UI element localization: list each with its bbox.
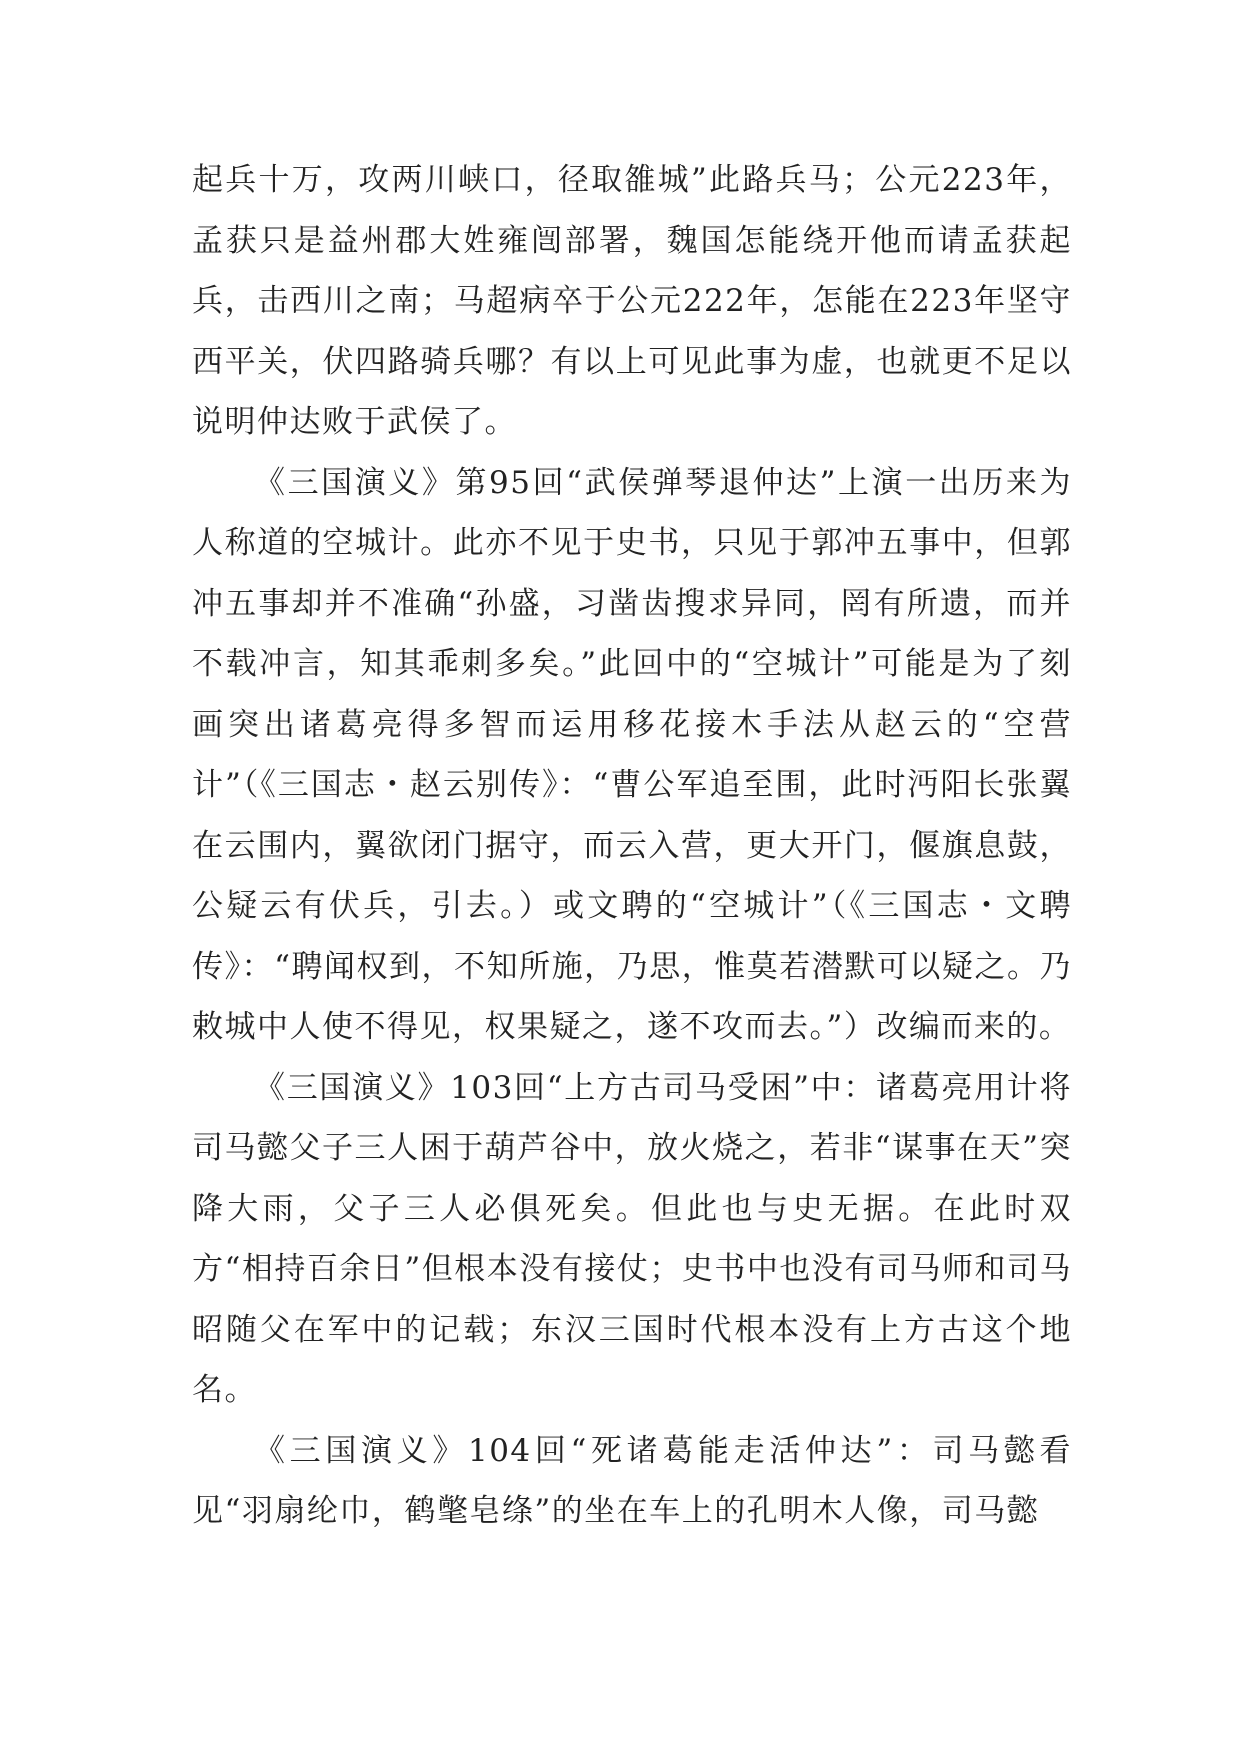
paragraph-2: 《三国演义》第95回“武侯弹琴退仲达”上演一出历来为人称道的空城计。此亦不见于史书，只见于郭冲五事中，但郭冲五事却并不准确“孙盛，习凿齿搜求异同，罔有所遗，而并不载冲言，知其乖刺多矣。”此回中的“空城计”可能是为了刻画突出诸葛亮得多智而运用移花接木手法从赵云的“空营计”（《三国志・赵云别传》：“曹公军追至围，此时沔阳长张翼在云围内，翼欲闭门据守，而云入营，更大开门，偃旗息鼓，公疑云有伏兵，引去。）或文聘的“空城计”（《三国志・文聘传》：“聘闻权到，不知所施，乃思，惟莫若潜默可以疑之。乃敕城中人使不得见，权果疑之，遂不攻而去。”）改编而来的。: [192, 464, 1072, 1045]
paragraph-1: 起兵十万，攻两川峡口，径取雒城”此路兵马；公元223年，孟获只是益州郡大姓雍闿部署，魏国怎能绕开他而请孟获起兵，击西川之南；马超病卒于公元222年，怎能在223年坚守西平关，伏四路骑兵哪？有以上可见此事为虚，也就更不足以说明仲达败于武侯了。: [192, 162, 1072, 440]
paragraph-4: 《三国演义》104回“死诸葛能走活仲达”：司马懿看见“羽扇纶巾，鹤氅皂绦”的坐在车上的孔明木人像，司马懿: [192, 1432, 1072, 1529]
document-body: [192, 150, 1072, 1542]
paragraph-3: 《三国演义》103回“上方古司马受困”中：诸葛亮用计将司马懿父子三人困于葫芦谷中，放火烧之，若非“谋事在天”突降大雨，父子三人必俱死矣。但此也与史无据。在此时双方“相持百余日”但根本没有接仗；史书中也没有司马师和司马昭随父在军中的记载；东汉三国时代根本没有上方古这个地名。: [192, 1069, 1072, 1408]
